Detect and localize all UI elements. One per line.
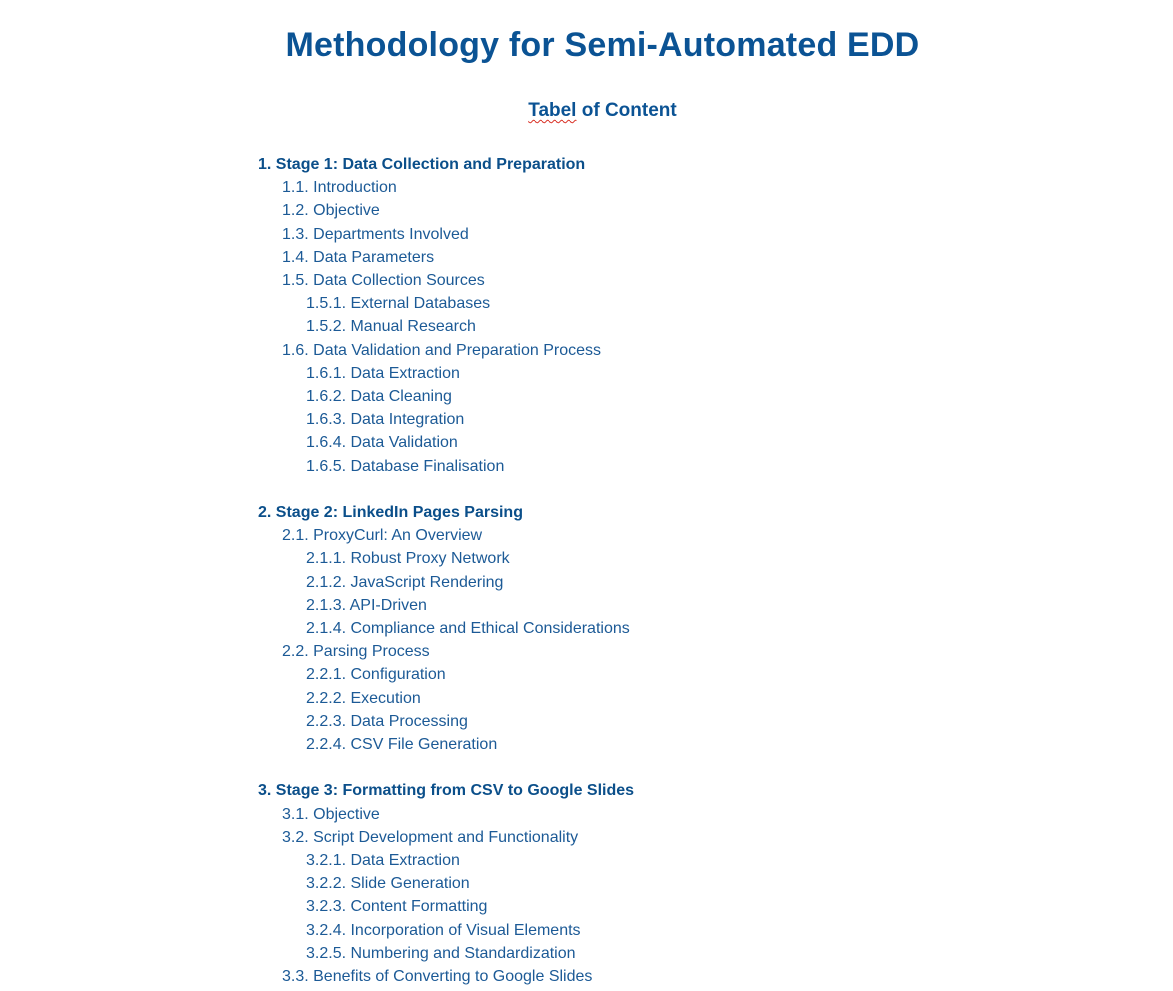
toc-subsection-entry[interactable]: 2.2.4. CSV File Generation [306,736,498,753]
toc-subsection-entry[interactable]: 2.1.3. API-Driven [306,597,427,614]
toc-subsection-entry[interactable]: 3.2.4. Incorporation of Visual Elements [306,922,581,939]
document-title: Methodology for Semi-Automated EDD [285,26,920,64]
toc-section-entry[interactable]: 2.2. Parsing Process [282,643,430,660]
toc-subsection-entry[interactable]: 2.1.2. JavaScript Rendering [306,574,504,591]
toc-section-entry[interactable]: 1.2. Objective [282,202,380,219]
toc-section-entry[interactable]: 3.3. Benefits of Converting to Google Slides [282,968,593,985]
toc-subsection-entry[interactable]: 1.6.1. Data Extraction [306,365,460,382]
toc-heading-rest: of Content [576,100,677,121]
toc-subsection-entry[interactable]: 3.2.5. Numbering and Standardization [306,945,576,962]
toc-subsection-entry[interactable]: 1.5.1. External Databases [306,295,491,312]
toc-section-entry[interactable]: 3.2. Script Development and Functionality [282,829,579,846]
toc-subsection-entry[interactable]: 3.2.1. Data Extraction [306,852,460,869]
toc-stage-entry[interactable]: 2. Stage 2: LinkedIn Pages Parsing [258,504,523,521]
toc-section-entry[interactable]: 1.4. Data Parameters [282,249,435,266]
toc-section-entry[interactable]: 1.6. Data Validation and Preparation Process [282,342,602,359]
toc-section-entry[interactable]: 1.5. Data Collection Sources [282,272,485,289]
toc-section-entry[interactable]: 2.1. ProxyCurl: An Overview [282,527,483,544]
toc-subsection-entry[interactable]: 2.2.1. Configuration [306,666,446,683]
toc-stage-entry[interactable]: 1. Stage 1: Data Collection and Preparation [258,156,586,173]
toc-subsection-entry[interactable]: 2.2.2. Execution [306,690,421,707]
toc-subsection-entry[interactable]: 2.2.3. Data Processing [306,713,468,730]
toc-subsection-entry[interactable]: 2.1.4. Compliance and Ethical Considerations [306,620,630,637]
toc-heading-misspelled-word[interactable]: Tabel [528,100,577,121]
toc-section-entry[interactable]: 1.3. Departments Involved [282,226,469,243]
toc-subsection-entry[interactable]: 1.6.2. Data Cleaning [306,388,452,405]
toc-subsection-entry[interactable]: 2.1.1. Robust Proxy Network [306,550,510,567]
toc-subsection-entry[interactable]: 1.6.5. Database Finalisation [306,458,505,475]
toc-subsection-entry[interactable]: 1.6.3. Data Integration [306,411,465,428]
toc-subsection-entry[interactable]: 3.2.3. Content Formatting [306,898,488,915]
toc-subsection-entry[interactable]: 3.2.2. Slide Generation [306,875,470,892]
toc-stage-entry[interactable]: 3. Stage 3: Formatting from CSV to Google Slides [258,782,635,799]
toc-subsection-entry[interactable]: 1.5.2. Manual Research [306,318,476,335]
toc-section-entry[interactable]: 1.1. Introduction [282,179,397,196]
toc-subsection-entry[interactable]: 1.6.4. Data Validation [306,434,458,451]
toc-section-entry[interactable]: 3.1. Objective [282,806,380,823]
